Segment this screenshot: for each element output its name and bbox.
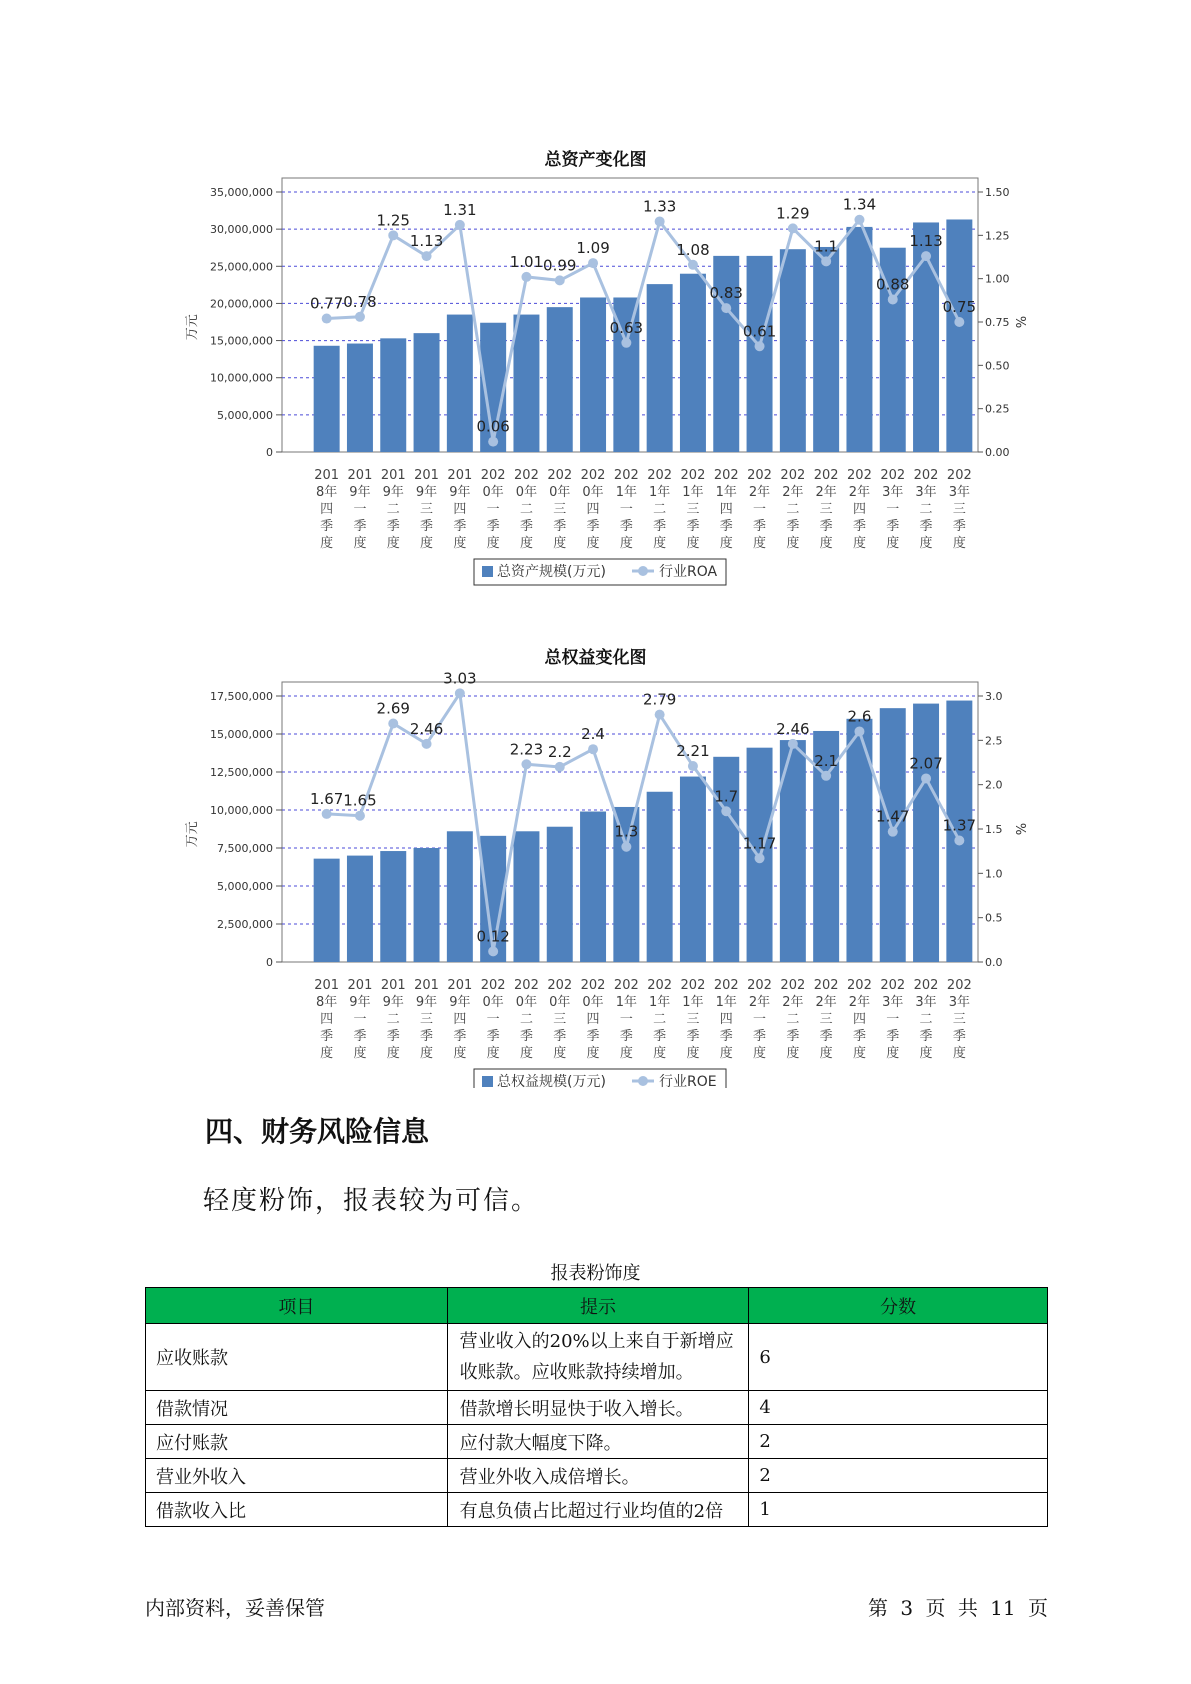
data-label: 1.17 (742, 834, 777, 853)
line-point (422, 739, 432, 749)
x-tick-label: 201 9年一季度 (347, 978, 373, 1061)
bar (414, 333, 440, 452)
y-tick-label: 10,000,000 (210, 371, 273, 385)
data-label: 2.07 (909, 754, 943, 773)
bar (680, 777, 706, 962)
line-point (755, 853, 765, 863)
bar (547, 307, 573, 452)
table-caption: 报表粉饰度 (550, 1263, 641, 1284)
line-point (555, 275, 565, 285)
y2-axis-title: % (1012, 315, 1027, 329)
line-point (388, 230, 398, 240)
bar (347, 344, 373, 452)
bar (347, 856, 373, 962)
data-label: 1.01 (509, 252, 544, 271)
x-tick-label: 201 9年一季度 (347, 468, 373, 551)
y-tick-label: 0 (266, 956, 273, 969)
bar (380, 851, 406, 962)
bar (414, 848, 440, 962)
x-tick-label: 201 9年二季度 (380, 468, 406, 551)
x-tick-label: 201 9年三季度 (414, 978, 439, 1061)
line-point (688, 260, 698, 270)
row-hint: 应付款大幅度下降。 (447, 1425, 749, 1459)
line-point (854, 215, 864, 225)
row-score: 6 (749, 1324, 1048, 1391)
line-point (455, 688, 465, 698)
row-score: 2 (749, 1459, 1048, 1493)
x-tick-label: 202 2年四季度 (847, 978, 872, 1061)
y-axis-title: 万元 (185, 314, 200, 341)
y-tick-label: 7,500,000 (217, 842, 273, 855)
bar (946, 219, 972, 452)
line-point (488, 437, 498, 447)
risk-conclusion: 轻度粉饰，报表较为可信。 (203, 1186, 540, 1216)
line-point (655, 216, 665, 226)
data-label: 0.88 (876, 275, 910, 294)
y2-tick-label: 0.00 (985, 446, 1010, 459)
y-tick-label: 15,000,000 (210, 334, 273, 348)
data-label: 2.6 (847, 707, 872, 726)
bar (314, 346, 340, 452)
x-tick-label: 202 1年三季度 (680, 468, 706, 551)
x-tick-label: 202 1年四季度 (713, 978, 739, 1061)
legend-line-label: 行业ROA (659, 564, 718, 580)
y2-tick-label: 3.0 (985, 690, 1003, 703)
bar (846, 227, 872, 452)
line-point (721, 303, 731, 313)
line-point (521, 272, 531, 282)
bar (513, 831, 539, 962)
x-tick-label: 202 3年三季度 (946, 468, 972, 551)
row-hint: 营业外收入成倍增长。 (447, 1459, 749, 1493)
row-hint: 营业收入的20%以上来自于新增应收账款。应收账款持续增加。 (447, 1324, 749, 1391)
x-tick-label: 202 0年二季度 (514, 468, 539, 551)
y-tick-label: 25,000,000 (210, 260, 273, 274)
x-tick-label: 202 2年三季度 (813, 468, 839, 551)
x-tick-label: 202 3年二季度 (913, 468, 939, 551)
header-item: 项目 (146, 1288, 448, 1324)
legend-bar-label: 总资产规模(万元) (497, 564, 606, 580)
x-tick-label: 201 8年四季度 (314, 468, 340, 551)
bar (447, 315, 473, 452)
line-point (588, 744, 598, 754)
y2-tick-label: 1.5 (985, 823, 1003, 836)
data-label: 1.47 (876, 807, 910, 826)
table-row (146, 1391, 1048, 1425)
row-item: 应收账款 (146, 1324, 448, 1391)
row-score: 2 (749, 1425, 1048, 1459)
data-label: 2.79 (642, 690, 677, 709)
data-label: 1.67 (309, 789, 344, 808)
x-tick-label: 202 0年一季度 (480, 468, 506, 551)
data-label: 3.03 (443, 669, 477, 688)
y-tick-label: 10,000,000 (210, 804, 273, 817)
data-label: 0.61 (742, 322, 777, 341)
line-point (888, 827, 898, 837)
legend-line-marker (638, 566, 648, 576)
bar (447, 831, 473, 962)
line-point (954, 317, 964, 327)
legend-line-marker (638, 1076, 648, 1086)
bar (680, 274, 706, 452)
table-header-row (146, 1288, 1048, 1324)
x-tick-label: 202 2年二季度 (780, 978, 806, 1061)
bar (747, 256, 773, 452)
data-label: 2.21 (676, 742, 710, 761)
line-point (721, 806, 731, 816)
data-label: 1.25 (376, 211, 410, 230)
y2-axis-title: % (1012, 822, 1027, 836)
data-label: 2.23 (509, 740, 544, 759)
y-tick-label: 30,000,000 (210, 223, 273, 237)
footer-page-number: 第 3 页 共 11 页 (868, 1596, 1048, 1620)
y-tick-label: 2,500,000 (217, 918, 273, 931)
line-point (488, 946, 498, 956)
data-label: 2.46 (409, 719, 444, 738)
line-point (422, 251, 432, 261)
x-tick-label: 202 1年一季度 (613, 978, 639, 1061)
bar (580, 297, 606, 452)
section-title: 四、财务风险信息 (205, 1115, 430, 1148)
y2-tick-label: 0.0 (985, 956, 1003, 969)
x-tick-label: 202 3年三季度 (946, 978, 972, 1061)
y2-tick-label: 0.75 (985, 316, 1010, 329)
x-tick-label: 202 2年二季度 (780, 468, 806, 551)
line-point (455, 220, 465, 230)
y2-tick-label: 2.0 (985, 778, 1003, 792)
data-label: 0.83 (709, 284, 743, 303)
line-point (888, 294, 898, 304)
x-tick-label: 202 3年一季度 (880, 468, 906, 551)
header-score: 分数 (749, 1288, 1048, 1324)
line-point (954, 836, 964, 846)
row-item: 借款收入比 (146, 1493, 448, 1527)
y2-tick-label: 0.50 (985, 359, 1010, 373)
y-tick-label: 35,000,000 (210, 186, 273, 199)
data-label: 2.2 (547, 742, 572, 761)
line-point (588, 258, 598, 268)
data-label: 1.37 (942, 816, 977, 835)
data-label: 2.4 (581, 725, 605, 744)
data-label: 2.69 (376, 699, 410, 718)
x-tick-label: 201 9年四季度 (447, 978, 473, 1061)
row-score: 1 (749, 1493, 1048, 1527)
x-tick-label: 201 9年四季度 (447, 468, 473, 551)
line-point (355, 811, 365, 821)
bar (580, 812, 606, 962)
footer-left: 内部资料，妥善保管 (145, 1596, 325, 1620)
line-point (788, 223, 798, 233)
x-tick-label: 202 0年二季度 (514, 978, 539, 1061)
data-label: 0.77 (309, 294, 344, 313)
data-label: 0.78 (343, 292, 377, 311)
bar (547, 827, 573, 962)
x-tick-label: 202 3年一季度 (880, 978, 906, 1061)
y2-tick-label: 1.00 (985, 272, 1010, 286)
legend-bar-swatch (482, 1076, 493, 1087)
x-tick-label: 202 2年一季度 (747, 468, 772, 551)
legend-line-label: 行业ROE (659, 1074, 717, 1088)
assets-chart-title: 总资产变化图 (544, 150, 647, 170)
line-point (355, 312, 365, 322)
y-tick-label: 15,000,000 (210, 728, 273, 741)
y2-tick-label: 0.5 (985, 911, 1003, 925)
y-tick-label: 12,500,000 (210, 766, 273, 779)
x-tick-label: 202 3年二季度 (913, 978, 939, 1061)
y2-tick-label: 0.25 (985, 402, 1010, 416)
data-label: 1.3 (614, 822, 639, 841)
data-label: 1.7 (714, 787, 739, 806)
bar (813, 247, 839, 452)
assets-chart (0, 170, 1191, 590)
header-hint: 提示 (447, 1288, 749, 1324)
data-label: 1.1 (814, 237, 839, 256)
data-label: 0.06 (476, 417, 510, 436)
table-row (146, 1324, 1048, 1391)
data-label: 1.08 (676, 240, 710, 259)
row-hint: 借款增长明显快于收入增长。 (447, 1391, 749, 1425)
legend-bar-label: 总权益规模(万元) (497, 1074, 606, 1088)
line-point (655, 710, 665, 720)
line-point (921, 773, 931, 783)
row-hint: 有息负债占比超过行业均值的2倍 (447, 1493, 749, 1527)
table-row (146, 1459, 1048, 1493)
y2-tick-label: 1.25 (985, 229, 1010, 243)
data-label: 1.29 (776, 204, 810, 223)
line-point (521, 759, 531, 769)
y2-tick-label: 1.0 (985, 867, 1003, 881)
x-tick-label: 202 0年一季度 (480, 978, 506, 1061)
data-label: 0.63 (609, 318, 644, 337)
x-tick-label: 202 1年四季度 (713, 468, 739, 551)
data-label: 0.12 (476, 927, 510, 946)
line-point (621, 338, 631, 348)
x-tick-label: 202 2年三季度 (813, 978, 839, 1061)
x-tick-label: 202 2年四季度 (847, 468, 872, 551)
x-tick-label: 201 9年三季度 (414, 468, 439, 551)
line-point (322, 809, 332, 819)
y2-tick-label: 1.50 (985, 186, 1010, 199)
y-tick-label: 17,500,000 (210, 690, 273, 703)
legend-bar-swatch (482, 566, 493, 577)
data-label: 0.99 (543, 256, 577, 275)
data-label: 1.31 (443, 200, 477, 219)
y2-tick-label: 2.5 (985, 734, 1003, 748)
bar (647, 284, 673, 452)
row-item: 借款情况 (146, 1391, 448, 1425)
bar (513, 315, 539, 452)
x-tick-label: 202 2年一季度 (747, 978, 772, 1061)
bar (913, 704, 939, 962)
line-point (755, 341, 765, 351)
x-tick-label: 202 0年三季度 (547, 978, 573, 1061)
risk-table (145, 1287, 1048, 1527)
line-point (688, 761, 698, 771)
y-tick-label: 20,000,000 (210, 297, 273, 311)
line-point (555, 762, 565, 772)
line-point (388, 718, 398, 728)
bar (647, 792, 673, 962)
table-row (146, 1493, 1048, 1527)
y-tick-label: 5,000,000 (217, 408, 273, 422)
x-tick-label: 202 1年二季度 (647, 978, 673, 1061)
data-label: 1.13 (909, 232, 943, 251)
data-label: 2.1 (814, 751, 839, 770)
equity-chart-title: 总权益变化图 (544, 648, 647, 668)
row-item: 应付账款 (146, 1425, 448, 1459)
bar (780, 249, 806, 452)
y-axis-title: 万元 (185, 821, 200, 848)
y-tick-label: 0 (266, 446, 273, 459)
x-tick-label: 202 0年三季度 (547, 468, 573, 551)
data-label: 1.33 (642, 197, 677, 216)
x-tick-label: 202 1年二季度 (647, 468, 673, 551)
data-label: 0.75 (942, 298, 977, 316)
data-label: 1.13 (409, 232, 444, 251)
x-tick-label: 201 9年二季度 (380, 978, 406, 1061)
data-label: 2.46 (776, 719, 810, 738)
bar (314, 859, 340, 962)
line-point (788, 739, 798, 749)
x-tick-label: 202 1年三季度 (680, 978, 706, 1061)
x-tick-label: 201 8年四季度 (314, 978, 340, 1061)
equity-chart (0, 668, 1191, 1088)
line-point (821, 771, 831, 781)
x-tick-label: 202 1年一季度 (613, 468, 639, 551)
y-tick-label: 5,000,000 (217, 880, 273, 893)
data-label: 1.34 (842, 195, 877, 214)
line-point (322, 314, 332, 324)
line-point (921, 251, 931, 261)
bar (380, 338, 406, 452)
x-tick-label: 202 0年四季度 (580, 468, 606, 551)
row-item: 营业外收入 (146, 1459, 448, 1493)
row-score: 4 (749, 1391, 1048, 1425)
data-label: 1.09 (576, 239, 610, 258)
x-tick-label: 202 0年四季度 (580, 978, 606, 1061)
line-point (821, 256, 831, 266)
data-label: 1.65 (343, 791, 377, 810)
line-point (621, 842, 631, 852)
table-row (146, 1425, 1048, 1459)
line-point (854, 726, 864, 736)
